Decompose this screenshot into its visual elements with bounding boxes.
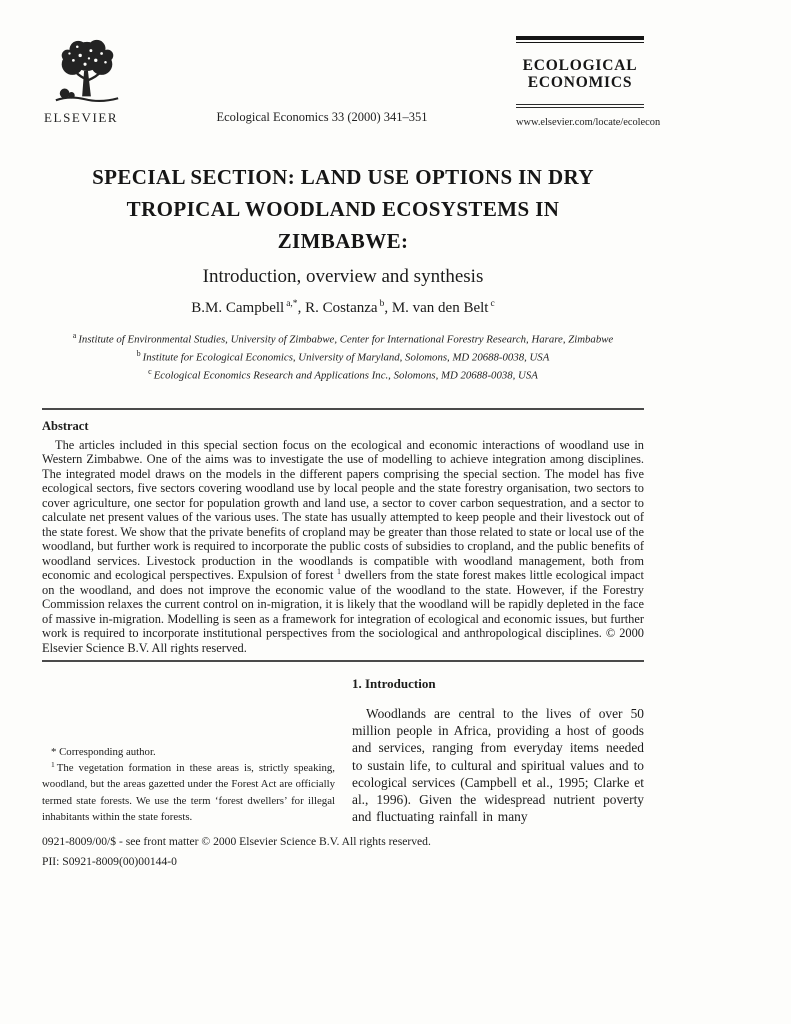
article-title xyxy=(42,161,644,257)
article-title-line2: TROPICAL WOODLAND ECOSYSTEMS IN xyxy=(126,197,560,221)
corresponding-author-footnote: * Corresponding author. xyxy=(51,746,156,759)
left-column xyxy=(42,673,335,825)
author-2-affiliation-marker: b xyxy=(379,299,385,309)
journal-name-line1: ECOLOGICAL xyxy=(522,57,638,74)
journal-citation: Ecological Economics 33 (2000) 341–351 xyxy=(216,110,428,124)
abstract-text: The articles included in this special section focus on the ecological and economic interactions of woodland use in Western Zimbabwe. One of the aims was to investigate the use of modelling to achieve integration among disciplines. The integrated model draws on the models in the different papers comprising the special section. The model has five ecological sectors, five sectors covering woodland use by local people and the state forestry organisation, two sectors to cover agriculture, one sector for population growth and land use, a sector to cover carbon sequestration, and a sector to calculate net present values of the various uses. The state has usually attempted to keep people and their livestock out of the state forest. We show that the private benefits of cropland may be greater than those related to state or local use of the woodland, but further work is required to incorporate the public costs of subsidies to cropland, and the public benefits of woodland services. Livestock production in the woodlands is compatible with woodland management, both from economic and ecological perspectives. Expulsion of forest $^1$ dwellers from the state forest makes little ecological impact on the woodland, and does not improve the economic value of the woodland to the state. However, if the Forestry Commission relaxes the current control on in-migration, it is likely that the woodland will be rapidly depleted in the face of massive in-migration. Modelling is seen as a framework for integration of ecological and economic issues, but further work is required to incorporate institutional perspectives from the sociological and anthropological disciplines. © 2000 Elsevier Science B.V. All rights reserved. xyxy=(42,437,644,655)
article-title-line3: ZIMBABWE: xyxy=(277,229,409,253)
pii-line: PII: S0921-8009(00)00144-0 xyxy=(42,854,177,868)
author-3-affiliation-marker: c xyxy=(490,299,495,309)
author-3: M. van den Belt $^c$ xyxy=(391,299,495,316)
publisher-name: ELSEVIER xyxy=(44,110,119,125)
author-1-affiliation-marker: a,* xyxy=(286,299,298,309)
right-column xyxy=(352,673,644,825)
author-line xyxy=(42,299,644,317)
journal-name-line2: ECONOMICS xyxy=(527,73,633,91)
publisher-logo-block xyxy=(42,36,154,128)
affiliation-a-marker: a xyxy=(72,331,77,340)
author-1: B.M. Campbell $^{a,*}$, xyxy=(191,299,306,316)
journal-website-url: www.elsevier.com/locate/ecolecon xyxy=(516,117,661,128)
affiliation-b-marker: b xyxy=(136,349,141,359)
affiliation-c: $^c$ Ecological Economics Research and Applications Inc., Solomons, MD 20688-0038, USA xyxy=(148,367,538,382)
author-separator: , xyxy=(297,300,306,316)
abstract-bottom-rule xyxy=(42,660,644,662)
footnote-1: $^1$ The vegetation formation in these areas is, strictly speaking, woodland, but the areas gazetted under the Forest Act are officially termed state forests. We use the term ‘forest dwellers’ for illegal inhabitants within the state forests. xyxy=(42,759,335,823)
page-content xyxy=(42,0,661,871)
footnote-1-reference-marker: 1 xyxy=(336,566,341,576)
citation-cell xyxy=(154,36,516,128)
masthead-bottom-rule xyxy=(516,104,644,108)
abstract-top-rule xyxy=(42,408,644,410)
affiliation-c-marker: c xyxy=(148,367,152,377)
journal-masthead xyxy=(516,36,661,128)
footnote-1-marker: 1 xyxy=(51,759,55,769)
introduction-paragraph: Woodlands are central to the lives of over 50 million people in Africa, providing a host of goods and services, ranging from everyday items needed to sustain life, to cultural and spiritual values and to ecological services (Campbell et al., 1995; Clarke et al., 1996). Given the widespread nutrient poverty and fluctuating rainfall in many xyxy=(352,706,644,825)
abstract-heading: Abstract xyxy=(42,418,89,433)
article-title-line1: SPECIAL SECTION: LAND USE OPTIONS IN DRY xyxy=(92,165,594,189)
two-column-body xyxy=(42,673,644,825)
affiliation-a: $^a$ Institute of Environmental Studies, University of Zimbabwe, Center for International Forestry Research, Harare, Zimbabwe xyxy=(72,331,614,346)
page-header xyxy=(42,36,661,128)
journal-name xyxy=(516,58,644,91)
section-heading-introduction: 1. Introduction xyxy=(352,676,436,692)
author-separator: , xyxy=(384,300,392,316)
affiliation-list xyxy=(42,329,644,384)
footnote-block xyxy=(42,744,335,825)
author-2: R. Costanza $^b$, xyxy=(305,299,392,316)
affiliation-b: $^b$ Institute for Ecological Economics, University of Maryland, Solomons, MD 20688-0038, USA xyxy=(136,349,550,364)
masthead-top-bar xyxy=(516,36,644,40)
masthead-top-thin-bar xyxy=(516,42,644,43)
issn-copyright-line: 0921-8009/00/$ - see front matter © 2000 Elsevier Science B.V. All rights reserved. xyxy=(42,835,431,849)
elsevier-tree-logo-icon xyxy=(42,36,154,108)
first-page-footer xyxy=(42,832,644,871)
article-subtitle: Introduction, overview and synthesis xyxy=(202,266,484,287)
